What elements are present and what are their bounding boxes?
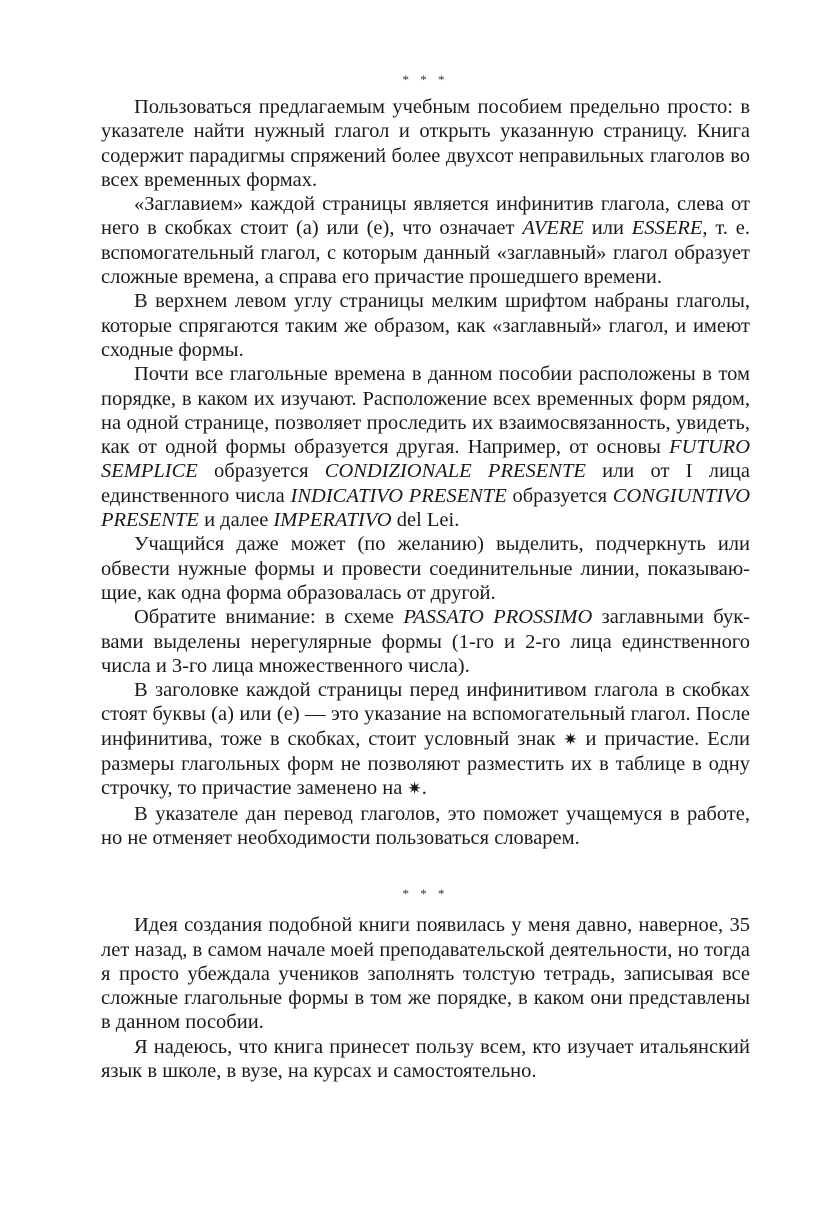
text-fragment: . [421,777,427,800]
text-fragment: образуется [506,484,613,507]
paragraph-passato-prossimo [101,605,750,678]
term-condizionale-presente: CONDIZIONALE PRESENTE [324,460,586,483]
text-fragment: или от I лица единственного числа [101,460,750,507]
paragraph-hope: Я надеюсь, что книга принесет пользу всем, кто изучает итальянский язык в школе, в вузе, на курсах и самостоятельно. [101,1035,750,1082]
section-separator: * * * [402,72,449,87]
text-fragment: заглавными буквами выделены нерегулярные формы (1-го и 2-го лица единственного числа и 3-го лица множественного числа). [101,606,750,677]
term-indicativo-presente: INDICATIVO PRESENTE [290,484,507,507]
paragraph-page-header [101,678,750,801]
star-icon: ✷ [563,729,578,749]
text-fragment: Почти все глагольные времена в данном пособии расположены в том порядке, в каком их изучают. Расположение всех временных форм рядом, на одной странице, позволяет проследить их взаимосвязанность, увидеть, как от одной формы образуется другая. Например, от основы [101,363,750,459]
paragraph-index: В указателе дан перевод глаголов, это поможет учащемуся в работе, но не отменяет необходимости пользоваться словарем. [101,802,750,849]
text-fragment: и далее [198,509,274,532]
page [101,0,750,1083]
term-imperativo: IMPERATIVO [273,509,392,532]
paragraph-top-left-verbs: В верхнем левом углу страницы мелким шрифтом набраны глаголы, которые спрягаются таким же образом, как «заглавный» глагол, и имеют сходные формы. [101,290,750,361]
paragraph-title-explanation [101,192,750,289]
paragraph-highlighting: Учащийся даже может (по желанию) выделить, подчеркнуть или обвести нужные формы и провести соединительные линии, показывающие, как одна форма образовалась от другой. [101,533,750,604]
term-essere: ESSERE [631,217,703,240]
text-fragment: «Заглавием» каждой страницы является инфинитив глагола, слева от него в скобках стоит (а) или (е), что означает [101,193,750,240]
paragraph-tense-order [101,362,750,532]
term-passato-prossimo: PASSATO PROSSIMO [403,606,593,629]
text-fragment: В заголовке каждой страницы перед инфинитивом глагола в скобках стоят буквы (а) или (е) — это указание на вспомогательный глагол. После инфинитива, тоже в скобках, стоит условный знак [101,679,750,750]
text-fragment: или [583,217,632,240]
term-avere: AVERE [522,217,584,240]
paragraph-intro: Пользоваться предлагаемым учебным пособием предельно просто: в указателе найти нужный глагол и открыть указанную страницу. Книга содержит парадигмы спряжений более двухсот неправильных глаголов во всех временных формах. [101,96,750,191]
text-fragment: образуется [197,460,325,483]
paragraph-idea: Идея создания подобной книги появилась у меня давно, наверное, 35 лет назад, в самом начале моей преподавательской деятельности, но тогда я просто убеждала учеников заполнять толстую тетрадь, записывая все сложные глагольные формы в том же порядке, в каком они представлены в данном пособии. [101,914,750,1034]
text-fragment: и причастие. Если размеры глагольных форм не позволяют разместить их в таблице в одну строчку, то причастие заменено на [101,727,751,800]
star-icon: ✷ [407,779,422,799]
text-fragment: Обратите внимание: в схеме [134,606,404,629]
section-separator: * * * [402,886,449,902]
text-fragment: del Lei. [391,509,460,532]
text-fragment: , т. е. вспомогательный глагол, с которым данный «заглавный» глагол образует сложные времена, а справа его причастие прошедшего времени. [101,217,750,289]
term-futuro-semplice: FUTURO SEMPLICE [101,436,750,483]
term-congiuntivo-presente: CONGIUNTIVO PRESENTE [101,484,751,532]
